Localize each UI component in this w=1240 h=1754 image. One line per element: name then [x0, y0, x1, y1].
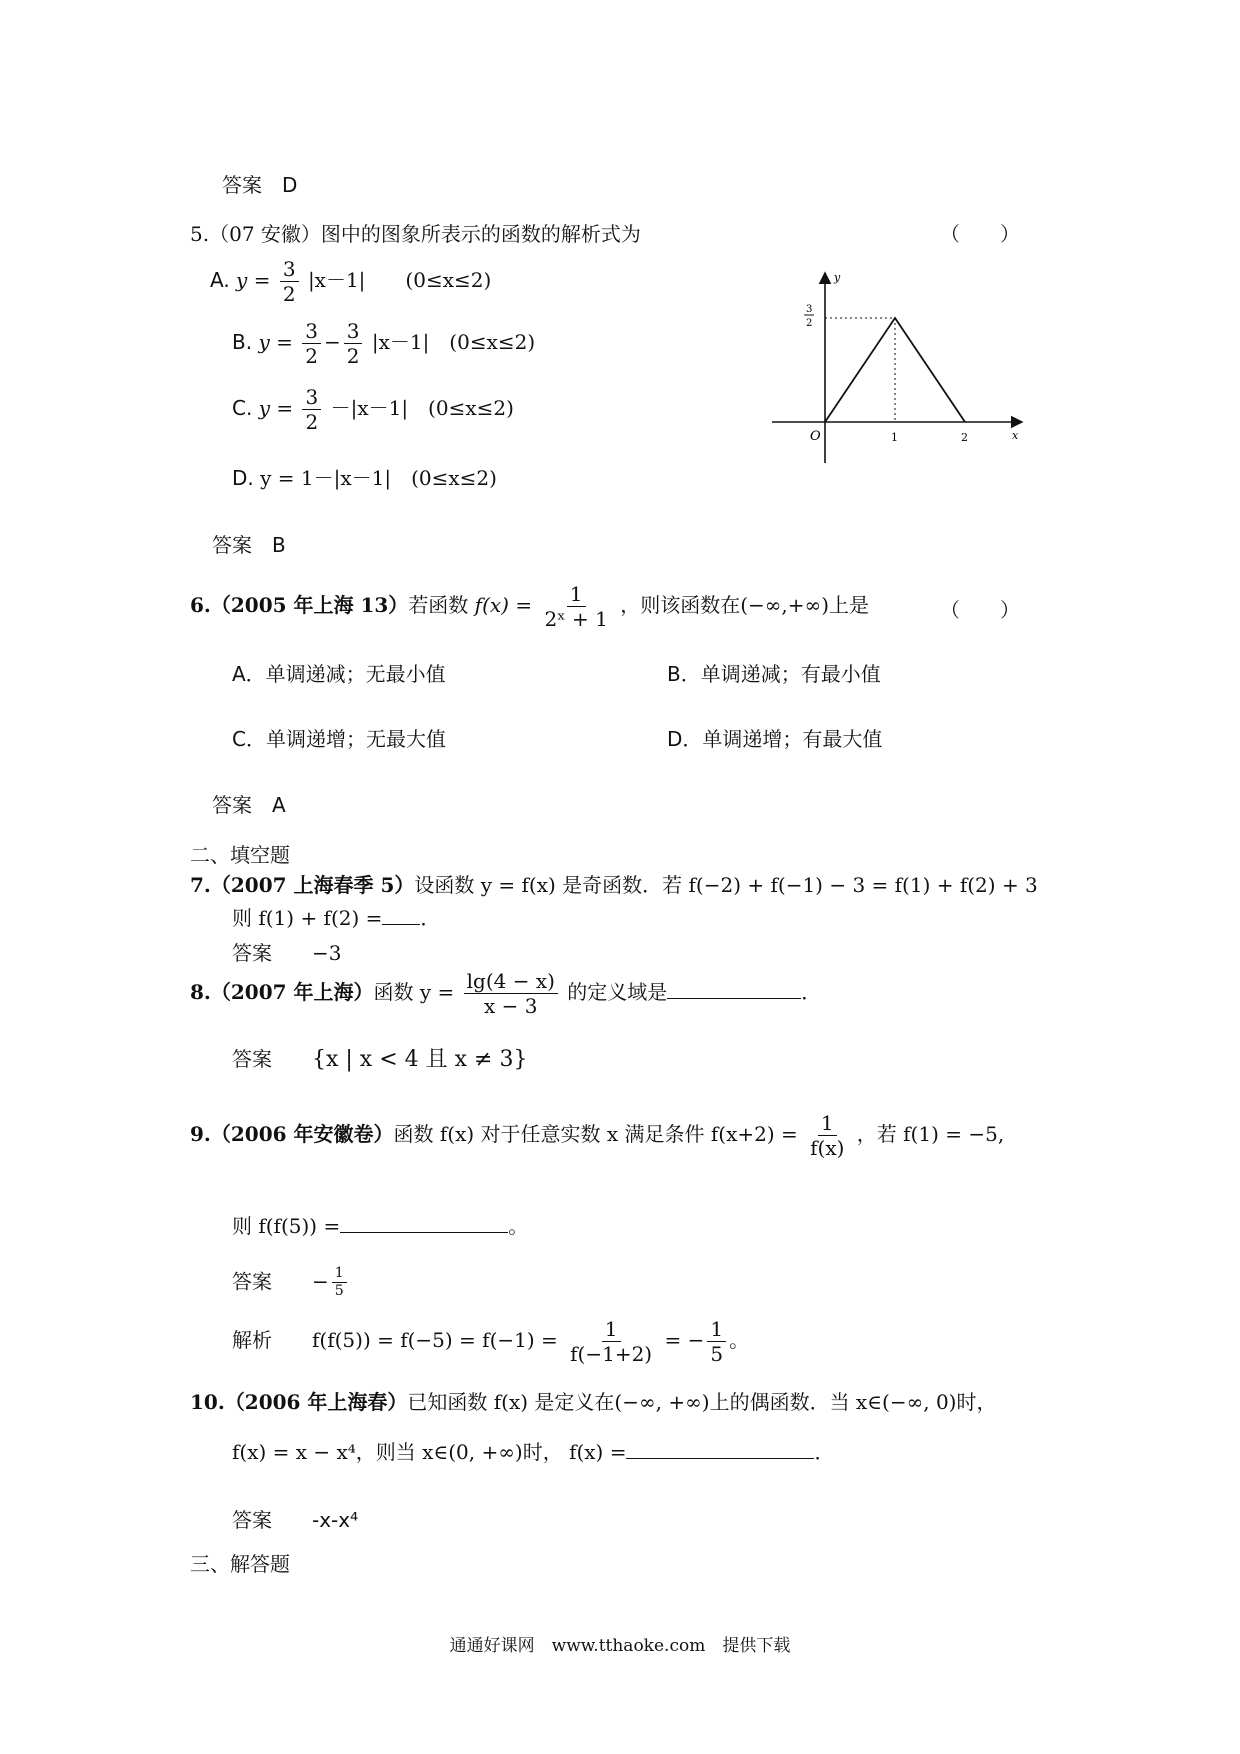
q6-stem: 6.（2005 年上海 13）若函数 f(x) = $\frac{1}{\text{2ˣ + 1}}$ ，则该函数在(−∞,+∞)上是	[190, 582, 870, 631]
answer-q4: 答案 D	[222, 173, 298, 197]
q5-stem: 5.（07 安徽）图中的图象所表示的函数的解析式为	[190, 222, 641, 246]
answer-q8: 答案 {x | x < 4 且 x ≠ 3}	[232, 1047, 528, 1072]
q6-option-d: D．单调递增；有最大值	[667, 727, 883, 751]
q10-blank	[626, 1458, 814, 1459]
q9-stem: 9.（2006 年安徽卷）函数 f(x) 对于任意实数 x 满足条件 f(x+2) = $\frac{1}{f(x)}$ ，若 f(1) = −5,	[190, 1111, 1005, 1160]
answer-q9: 答案 − $\frac{1}{5}$	[232, 1266, 350, 1300]
q10-stem: 10.（2006 年上海春）已知函数 f(x) 是定义在(−∞, +∞)上的偶函数．当 x∈(−∞, 0)时，	[190, 1390, 997, 1414]
y-axis-label: y	[834, 271, 841, 284]
q6-option-c: C．单调递增；无最大值	[232, 727, 446, 751]
q9-line2: 则 f(f(5)) = 。	[232, 1214, 529, 1238]
q5-option-d: D. y = 1－|x－1| (0≤x≤2)	[232, 466, 497, 490]
answer-q5: 答案 B	[212, 533, 286, 557]
q9-blank	[340, 1232, 508, 1233]
q10-line2: f(x) = x − x⁴，则当 x∈(0, +∞)时， f(x) = ．	[232, 1440, 835, 1464]
analysis-q9: 解析 f(f(5)) = f(−5) = f(−1) = $\frac{1}{f(-1+2)}$ = − $\frac{1}{5}$ 。	[232, 1317, 750, 1366]
q7-line2: 则 f(1) + f(2) = ．	[232, 906, 441, 930]
answer-q6: 答案 A	[212, 793, 286, 817]
origin-label: O	[810, 429, 821, 444]
q5-answer-paren: （ ）	[940, 222, 1020, 246]
q6-option-a: A．单调递减；无最小值	[232, 662, 446, 686]
y-tick-den: 2	[806, 318, 813, 329]
q6-answer-paren: （ ）	[940, 598, 1020, 622]
section-fill-in: 二、填空题	[190, 843, 290, 867]
q5-option-c: C. y = $\frac{3}{2}$ －|x－1| (0≤x≤2)	[232, 385, 514, 434]
y-tick-num: 3	[806, 304, 813, 315]
q5-function-graph	[770, 265, 1030, 465]
q8-blank	[667, 998, 801, 999]
answer-q10: 答案 -x-x⁴	[232, 1508, 359, 1532]
x-tick-1: 1	[891, 431, 898, 444]
x-axis-label: x	[1012, 429, 1019, 442]
answer-q7: 答案 −3	[232, 941, 342, 965]
q7-blank	[382, 924, 420, 925]
q5-option-b: B. y = $\frac{3}{2}$ − $\frac{3}{2}$ |x－1| (0≤x≤2)	[232, 319, 536, 368]
section-solutions: 三、解答题	[190, 1552, 290, 1576]
page-footer: 通通好课网 www.tthaoke.com 提供下载	[449, 1636, 791, 1656]
q6-option-b: B．单调递减；有最小值	[667, 662, 881, 686]
x-tick-2: 2	[961, 431, 968, 444]
q5-option-a: A. y = $\frac{3}{2}$ |x－1| (0≤x≤2)	[210, 257, 492, 306]
q7-stem: 7.（2007 上海春季 5）设函数 y = f(x) 是奇函数．若 f(−2) + f(−1) − 3 = f(1) + f(2) + 3	[190, 873, 1038, 897]
q8-stem: 8.（2007 年上海）函数 y = $\frac{\lg(4 - x)}{x - 3}$ 的定义域是 ．	[190, 969, 822, 1018]
